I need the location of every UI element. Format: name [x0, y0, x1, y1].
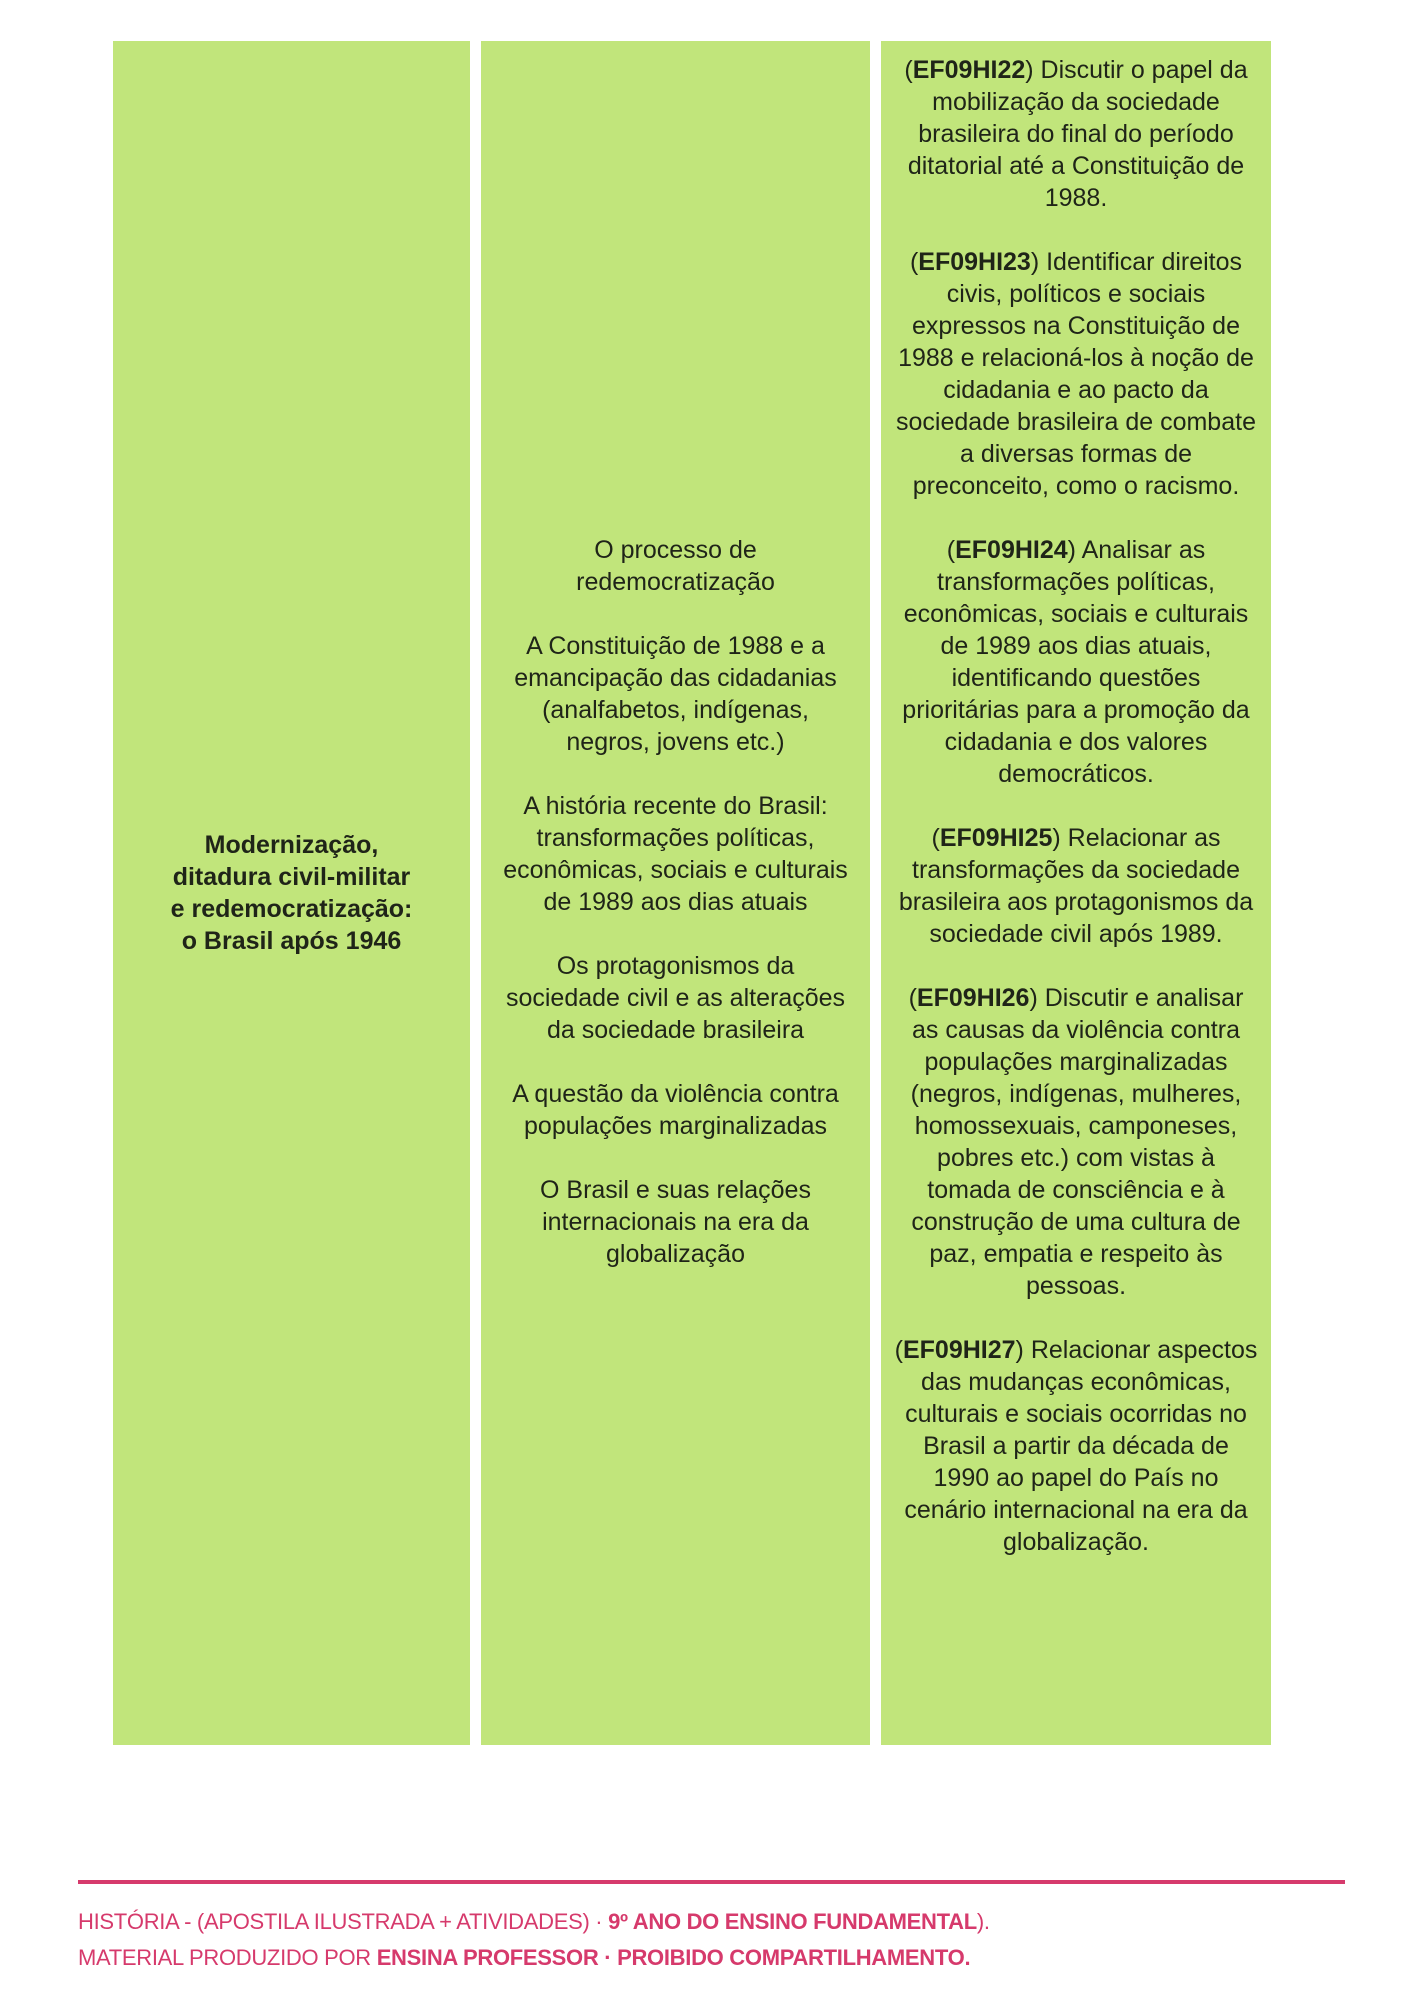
skill-text: Identificar direitos civis, políticos e sociais expressos na Constituição de 1988 e relacioná-los à noção de cidadania e ao pacto da sociedade brasileira de combate a diversas formas de preconceito, como o racismo.: [896, 248, 1256, 500]
theme-line: o Brasil após 1946: [181, 927, 402, 955]
knowledge-objects-list: [481, 534, 870, 1270]
footer-punct: ).: [976, 1909, 990, 1934]
footer-divider: [78, 1880, 1345, 1884]
skill-text: Discutir o papel da mobilização da sociedade brasileira do final do período ditatorial até a Constituição de 1988.: [907, 56, 1248, 212]
knowledge-object: A questão da violência contra populações marginalizadas: [512, 1080, 839, 1140]
footer-grade: 9º ANO DO ENSINO FUNDAMENTAL: [608, 1909, 977, 1934]
skill-text: Relacionar aspectos das mudanças econômicas, culturais e sociais ocorridas no Brasil a partir da década de 1990 ao papel do País no cenário internacional na era da globalização.: [904, 1336, 1258, 1556]
footer-subject: HISTÓRIA - (APOSTILA ILUSTRADA + ATIVIDADES) ·: [78, 1909, 609, 1934]
footer-brand: ENSINA PROFESSOR · PROIBIDO COMPARTILHAMENTO.: [376, 1945, 971, 1970]
skill-code: EF09HI27: [902, 1336, 1016, 1364]
knowledge-object: O processo de redemocratização: [576, 536, 775, 596]
skill-code: EF09HI26: [916, 984, 1030, 1012]
skill-text: Discutir e analisar as causas da violência contra populações marginalizadas (negros, indígenas, mulheres, homossexuais, camponeses, pobres etc.) com vistas à tomada de consciência e à construção de uma cultura de paz, empatia e respeito às pessoas.: [910, 984, 1244, 1300]
theme-cell: [113, 41, 470, 1745]
skill-code: EF09HI23: [918, 248, 1031, 276]
footer-line-2: [78, 1942, 970, 1974]
skill-code: EF09HI22: [912, 56, 1026, 84]
skill-code: EF09HI24: [955, 536, 1068, 564]
skill-item: (EF09HI22) Discutir o papel da mobilização da sociedade brasileira do final do período ditatorial até a Constituição de 1988.: [904, 56, 1248, 212]
skill-text: Analisar as transformações políticas, econômicas, sociais e culturais de 1989 aos dias atuais, identificando questões prioritárias para a promoção da cidadania e dos valores democráticos.: [902, 536, 1250, 788]
skills-list: [881, 54, 1271, 1590]
skill-item: (EF09HI24) Analisar as transformações políticas, econômicas, sociais e culturais de 1989 aos dias atuais, identificando questões prioritárias para a promoção da cidadania e dos valores democráticos.: [902, 536, 1250, 788]
skill-item: (EF09HI23) Identificar direitos civis, políticos e sociais expressos na Constituição de 1988 e relacioná-los à noção de cidadania e ao pacto da sociedade brasileira de combate a diversas formas de preconceito, como o racismo.: [896, 248, 1256, 500]
knowledge-object: O Brasil e suas relações internacionais na era da globalização: [540, 1176, 811, 1268]
skill-item: (EF09HI26) Discutir e analisar as causas da violência contra populações marginalizadas (negros, indígenas, mulheres, homossexuais, camponeses, pobres etc.) com vistas à tomada de consciência e à construção de uma cultura de paz, empatia e respeito às pessoas.: [908, 984, 1244, 1300]
knowledge-object: A história recente do Brasil: transformações políticas, econômicas, sociais e culturais de 1989 aos dias atuais: [503, 792, 848, 916]
theme-line: ditadura civil-militar: [172, 863, 411, 891]
footer-produced-by: MATERIAL PRODUZIDO POR: [78, 1945, 377, 1970]
knowledge-object: A Constituição de 1988 e a emancipação das cidadanias (analfabetos, indígenas, negros, jovens etc.): [514, 632, 837, 756]
objects-cell: [481, 41, 870, 1745]
theme-line: e redemocratização:: [170, 895, 413, 923]
skill-item: (EF09HI27) Relacionar aspectos das mudanças econômicas, culturais e sociais ocorridas no Brasil a partir da década de 1990 ao papel do País no cenário internacional na era da globalização.: [894, 1336, 1258, 1556]
theme-title: [151, 829, 433, 957]
skills-cell: [881, 41, 1271, 1745]
skill-text: Relacionar as transformações da sociedade brasileira aos protagonismos da sociedade civil após 1989.: [898, 824, 1254, 948]
knowledge-object: Os protagonismos da sociedade civil e as alterações da sociedade brasileira: [505, 952, 846, 1044]
theme-line: Modernização,: [204, 831, 379, 859]
skill-item: (EF09HI25) Relacionar as transformações da sociedade brasileira aos protagonismos da sociedade civil após 1989.: [898, 824, 1254, 948]
footer-line-1: [78, 1906, 990, 1938]
skill-code: EF09HI25: [939, 824, 1053, 852]
